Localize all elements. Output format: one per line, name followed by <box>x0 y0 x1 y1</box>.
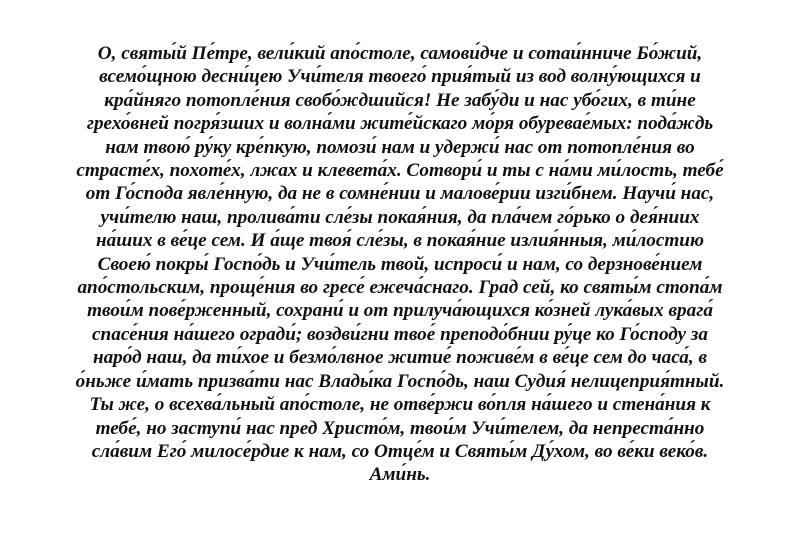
prayer-line: учи́телю наш, пролива́ти сле́зы покая́ния, да пла́чем го́рько о дея́ниих <box>100 206 700 228</box>
prayer-line: Ты же, о всехва́льный апо́столе, не отве́ржи во́пля на́шего и стена́ния к <box>89 394 711 416</box>
prayer-line: апо́стольским, проще́ния во гресе́ ежеча́снаго. Град сей, ко святы́м стопа́м <box>77 277 723 299</box>
prayer-text <box>40 42 760 487</box>
prayer-line: твои́м пове́рженный, сохрани́ и от прилуча́ющихся ко́зней лука́вых врага́ <box>87 300 713 322</box>
prayer-line: нам твою́ ру́ку кре́пкую, помози́ нам и удержи́ нас от потопле́ния во <box>105 136 695 158</box>
prayer-line: о́ньже и́мать призва́ти нас Влады́ка Госпо́дь, наш Судия́ нелицеприя́тный. <box>75 370 725 392</box>
prayer-line: сла́вим Его́ милосе́рдие к нам, со Отце́м и Святы́м Ду́хом, во ве́ки веко́в. <box>91 440 709 462</box>
prayer-line: наро́д наш, да ти́хое и безмо́лвное житие́ поживе́м в ве́це сем до часа́, в <box>92 347 708 369</box>
prayer-line: всемо́щною десни́цею Учи́теля твоего́ прия́тый из вод волну́ющихся и <box>99 66 701 88</box>
prayer-line: тебе́, но заступи́ нас пред Христо́м, твои́м Учи́телем, да непреста́нно <box>95 417 705 439</box>
prayer-line: Ами́нь. <box>369 464 431 486</box>
prayer-line: кра́йняго потопле́ния свобо́ждшийся! Не забу́ди и нас убо́гих, в ти́не <box>104 89 696 111</box>
prayer-line: спасе́ния на́шего огради́; воздви́гни твое́ преподо́бнии ру́це ко Го́споду за <box>92 323 708 345</box>
prayer-line: О, святы́й Пе́тре, вели́кий апо́столе, самови́дче и сотаи́нниче Бо́жий, <box>97 43 703 64</box>
prayer-line: от Го́спода явле́нную, да не в сомне́нии и малове́рии изги́бнем. Научи́ нас, <box>85 183 715 205</box>
prayer-line: грехо́вней погря́зших и волна́ми жите́йскаго мо́ря обуревае́мых: пода́ждь <box>86 113 714 135</box>
prayer-line: на́ших в ве́це сем. И а́ще твоя́ сле́зы, в покая́ние излия́нныя, ми́лостию <box>96 230 704 252</box>
prayer-line: Своею́ покры́ Госпо́дь и Учи́тель твой, испроси́ и нам, со дерзнове́нием <box>97 253 703 275</box>
prayer-line: страсте́х, похоте́х, лжах и клевета́х. Сотвори́ и ты с на́ми ми́лость, тебе́ <box>76 160 724 182</box>
